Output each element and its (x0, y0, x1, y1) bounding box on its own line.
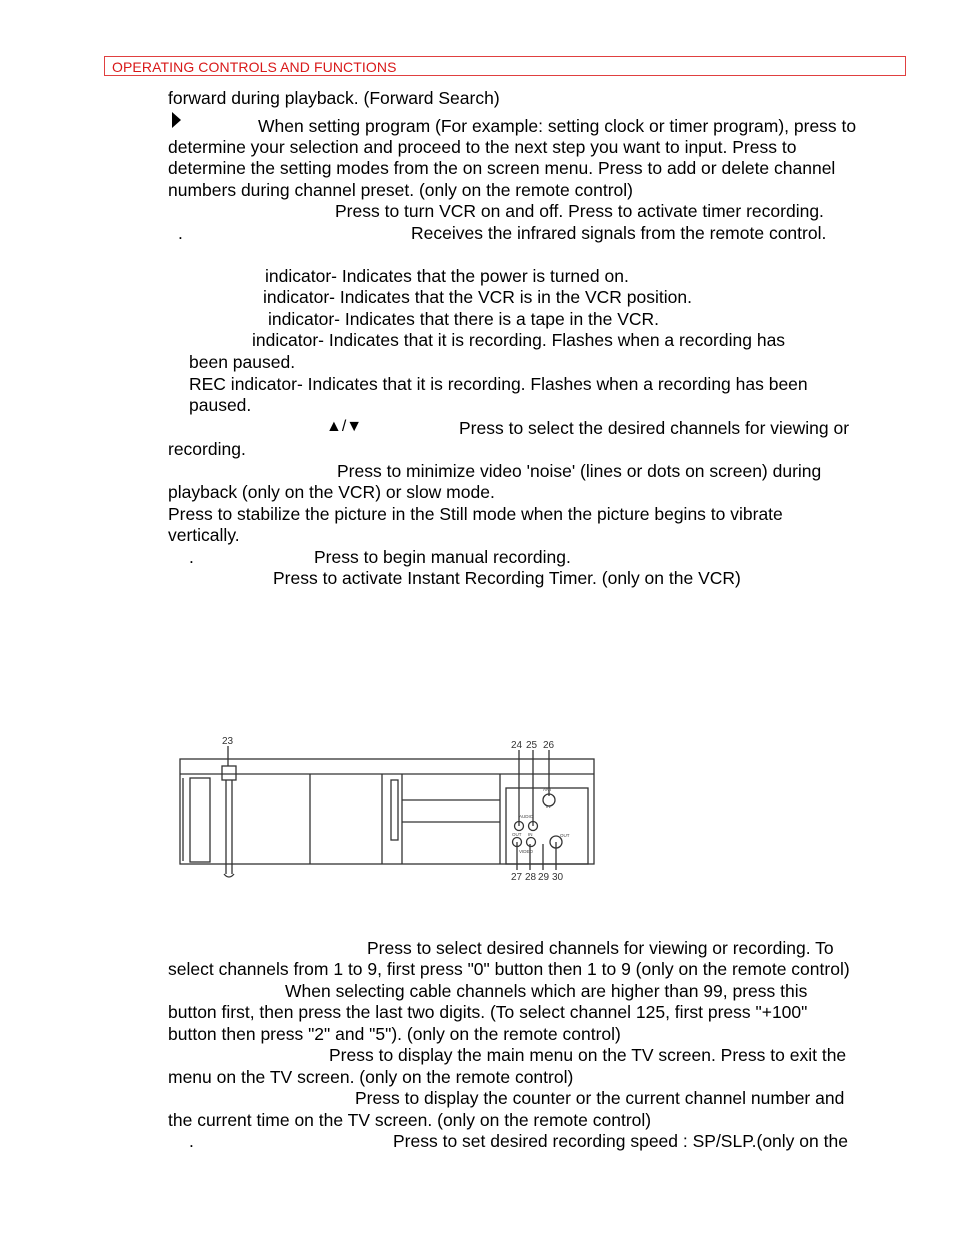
callout-30: 30 (552, 872, 564, 883)
text-line: been paused. (189, 352, 296, 372)
callout-27: 27 (511, 872, 523, 883)
text-line: indicator- Indicates that it is recording. Flashes when a recording has (252, 330, 786, 350)
list-dot: . (189, 1131, 194, 1151)
text-line: vertically. (168, 525, 240, 545)
callout-25: 25 (526, 740, 538, 751)
callout-29: 29 (538, 872, 550, 883)
list-dot: . (178, 223, 183, 243)
callout-26: 26 (543, 740, 555, 751)
text-line: numbers during channel preset. (only on the remote control) (168, 180, 633, 200)
text-line: forward during playback. (Forward Search) (168, 88, 500, 108)
text-line: select channels from 1 to 9, first press "0" button then 1 to 9 (only on the remote control) (168, 959, 850, 979)
text-line: Press to set desired recording speed : SP/SLP.(only on the (393, 1131, 848, 1151)
text-line: Press to minimize video 'noise' (lines or dots on screen) during (337, 461, 822, 481)
text-line: playback (only on the VCR) or slow mode. (168, 482, 495, 502)
vcr-rear-panel-diagram (170, 734, 610, 892)
text-line: Press to activate Instant Recording Timer. (only on the VCR) (273, 568, 741, 588)
text-line: Press to display the main menu on the TV screen. Press to exit the (329, 1045, 847, 1065)
section-header (104, 56, 906, 76)
jack-label-ant-in: IN (546, 804, 551, 809)
text-line: REC indicator- Indicates that it is recording. Flashes when a recording has been (189, 374, 808, 394)
list-dot: . (189, 547, 194, 567)
text-line: determine the setting modes from the on screen menu. Press to add or delete channel (168, 158, 836, 178)
text-line: the current time on the TV screen. (only on the remote control) (168, 1110, 652, 1130)
text-line: determine your selection and proceed to the next step you want to input. Press to (168, 137, 797, 157)
jack-label-out: OUT (512, 832, 522, 837)
section-header-title: OPERATING CONTROLS AND FUNCTIONS (112, 59, 397, 75)
text-line: indicator- Indicates that the power is turned on. (265, 266, 629, 286)
up-down-arrow-icon: ▲/▼ (326, 418, 363, 435)
text-line: menu on the TV screen. (only on the remote control) (168, 1067, 574, 1087)
text-line: Press to turn VCR on and off. Press to activate timer recording. (335, 201, 824, 221)
callout-28: 28 (525, 872, 537, 883)
jack-label-audio: AUDIO (519, 814, 534, 819)
jack-label-ant: ANT (543, 787, 552, 792)
text-line: When setting program (For example: setting clock or timer program), press to (258, 116, 857, 136)
text-line: button then press "2" and "5"). (only on the remote control) (168, 1024, 621, 1044)
text-line: Press to select desired channels for viewing or recording. To (367, 938, 834, 958)
text-line: When selecting cable channels which are higher than 99, press this (285, 981, 808, 1001)
play-arrow-icon (172, 112, 181, 128)
callout-24: 24 (511, 740, 523, 751)
text-line: Press to display the counter or the current channel number and (355, 1088, 845, 1108)
text-line: paused. (189, 395, 252, 415)
jack-label-in: IN (528, 832, 533, 837)
text-line: recording. (168, 439, 246, 459)
jack-label-out2: OUT (560, 833, 570, 838)
text-line: indicator- Indicates that the VCR is in the VCR position. (263, 287, 692, 307)
text-line: Press to begin manual recording. (314, 547, 571, 567)
text-line: Receives the infrared signals from the remote control. (411, 223, 827, 243)
text-line: Press to select the desired channels for viewing or (459, 418, 850, 438)
jack-label-video: VIDEO (519, 849, 534, 854)
callout-23: 23 (222, 736, 234, 747)
text-line: indicator- Indicates that there is a tape in the VCR. (268, 309, 660, 329)
text-line: button first, then press the last two digits. (To select channel 125, first press "+100" (168, 1002, 808, 1022)
text-line: Press to stabilize the picture in the Still mode when the picture begins to vibrate (168, 504, 783, 524)
